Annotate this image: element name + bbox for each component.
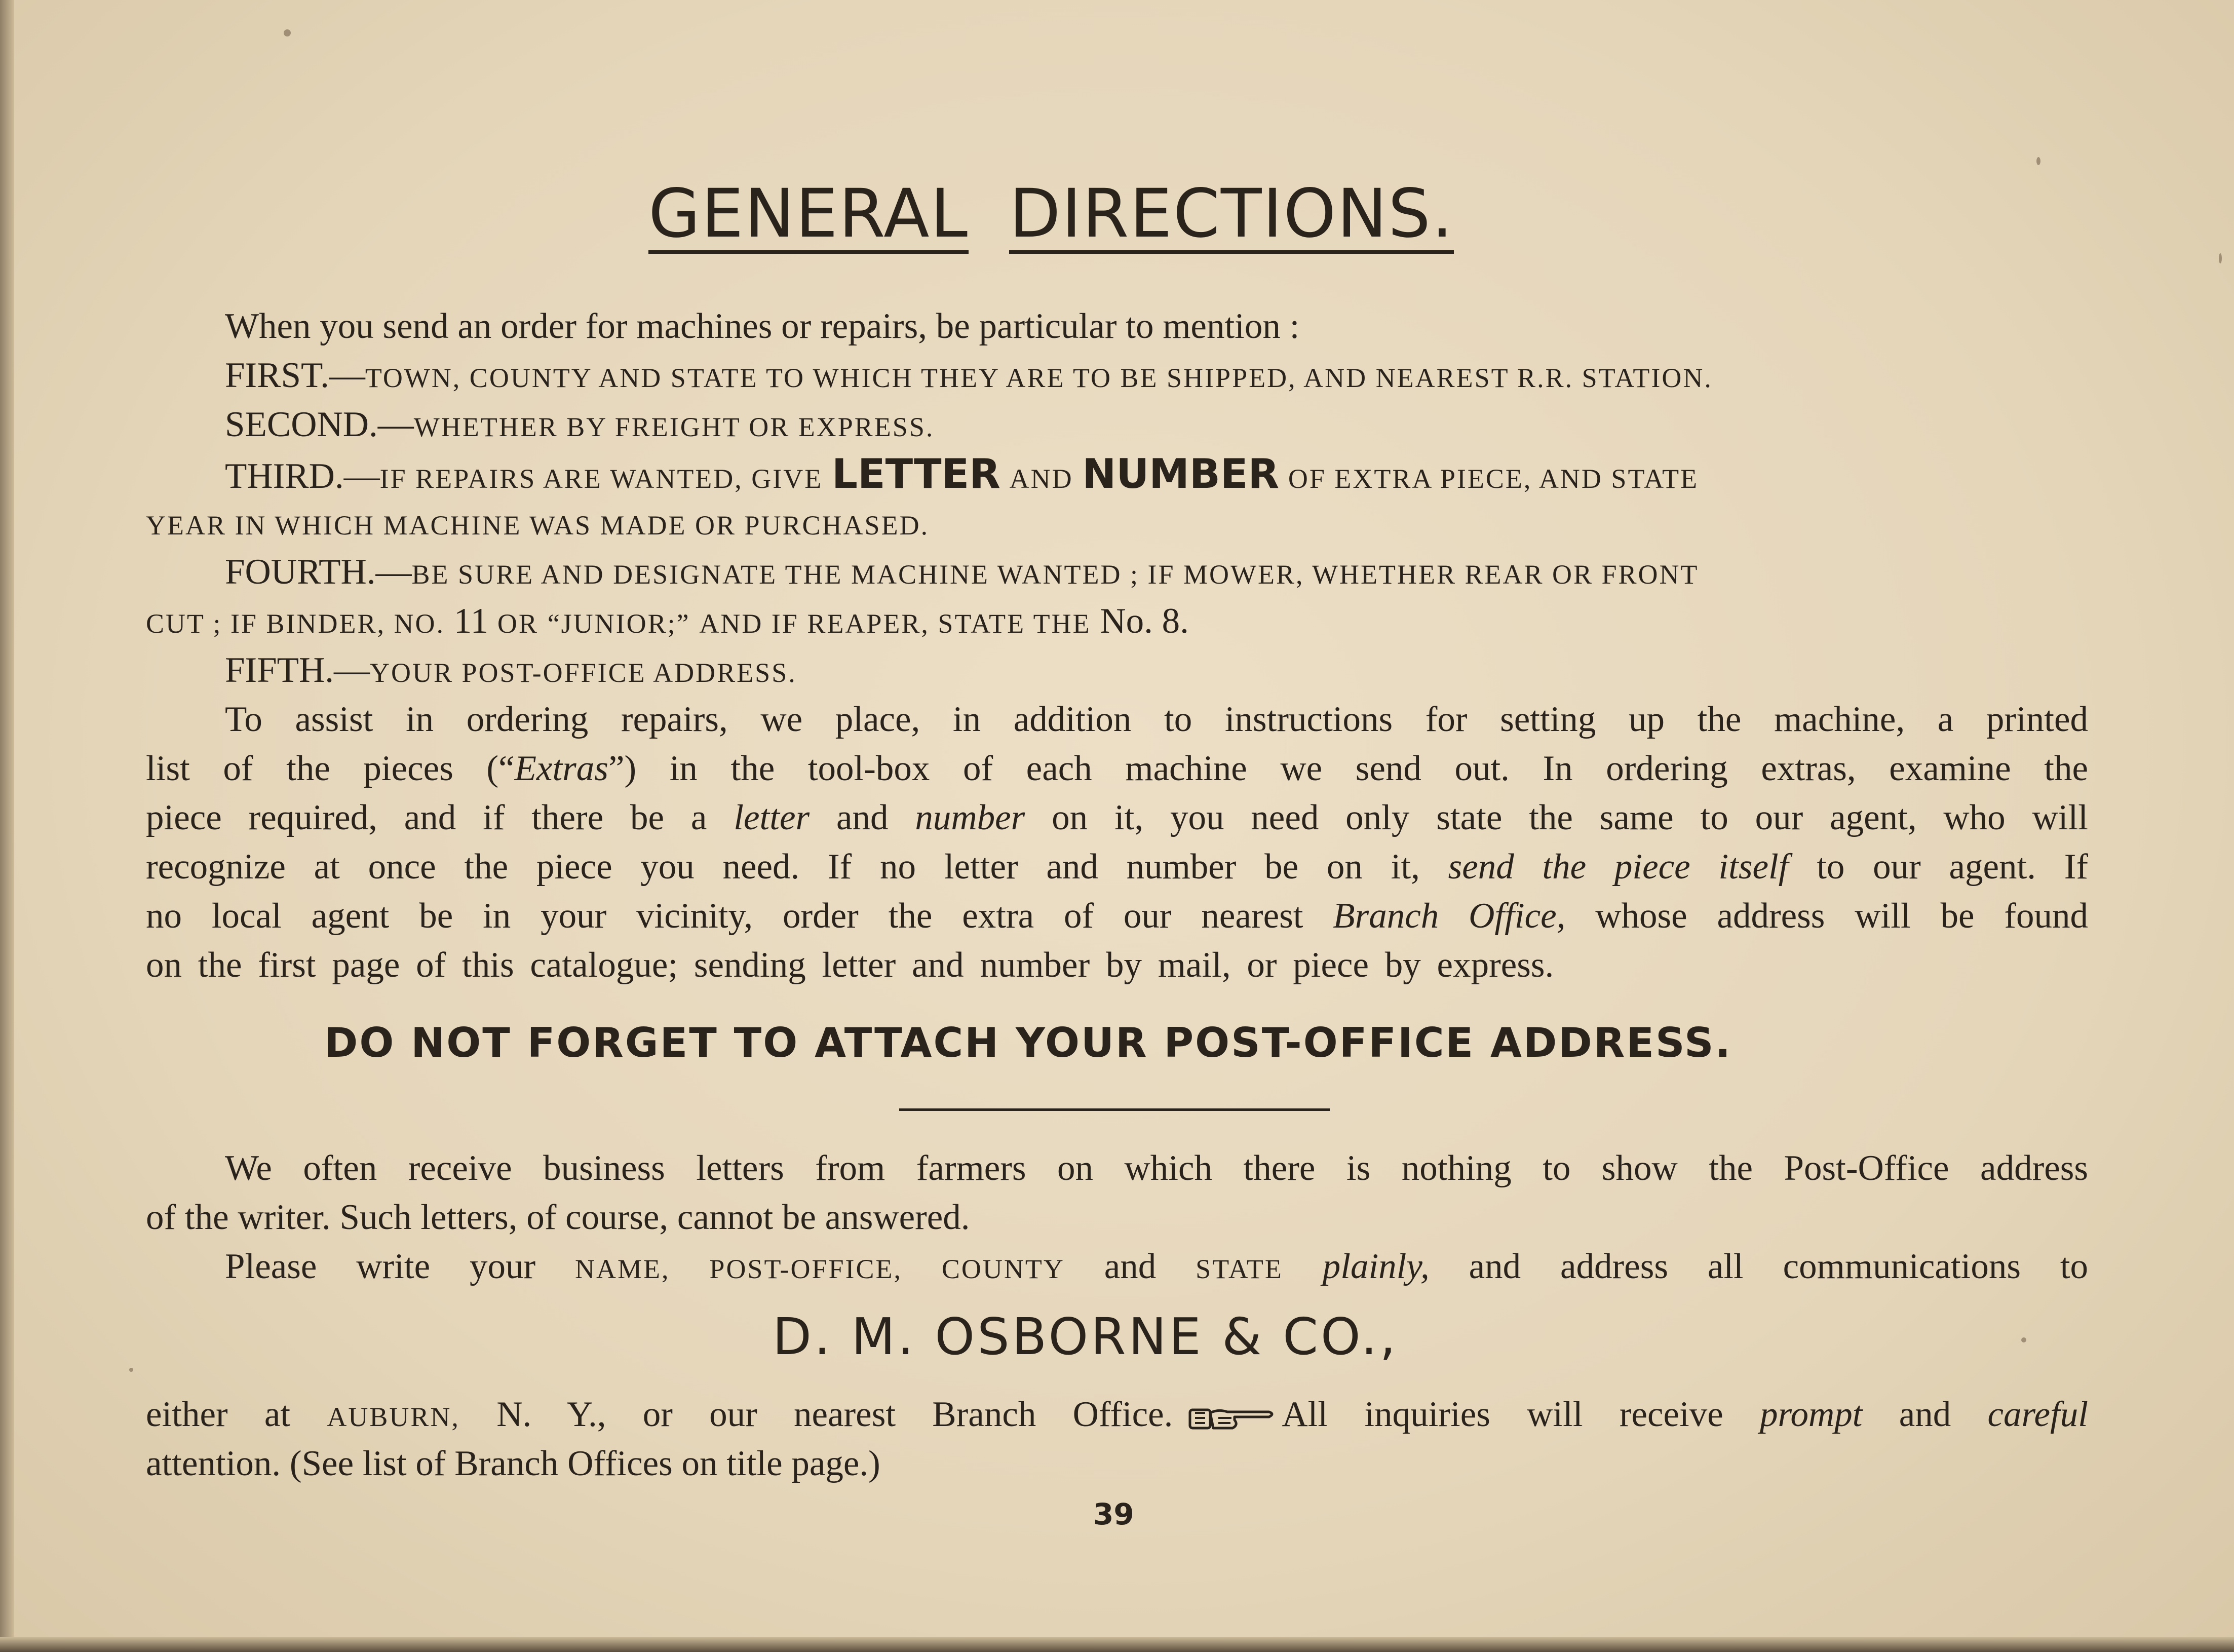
letter-italic: letter — [734, 798, 810, 837]
fourth-binder-number: 11 — [453, 601, 489, 641]
closing-text-1c: All inquiries will receive — [1282, 1395, 1723, 1434]
fourth-label: FOURTH.— — [225, 552, 412, 592]
address-line-3 — [146, 1242, 2088, 1291]
intro-text: When you send an order for machines or repairs, be particular to mention : — [225, 306, 1300, 346]
fourth-text-b2: OR — [497, 608, 538, 639]
branch-office-italic: Branch Office, — [1333, 896, 1566, 936]
page-spine-shadow — [0, 0, 14, 1652]
page-title — [648, 175, 1586, 254]
careful-italic: careful — [1987, 1395, 2088, 1434]
paper-speck — [2219, 253, 2222, 263]
fourth-direction — [146, 548, 2088, 597]
address-text-3b: and address all communications to — [1469, 1247, 2088, 1286]
address-line-2 — [146, 1193, 2088, 1242]
second-direction — [146, 400, 2088, 449]
send-piece-italic: send the piece itself — [1448, 847, 1789, 887]
third-text-b: OF EXTRA PIECE, AND STATE — [1288, 464, 1699, 494]
page-number: 39 — [1093, 1497, 1134, 1531]
number-italic: number — [915, 798, 1025, 837]
prompt-italic: prompt — [1760, 1395, 1863, 1434]
first-text: TOWN, COUNTY AND STATE TO WHICH THEY ARE TO BE SHIPPED, AND NEAREST R.R. STATION. — [365, 363, 1713, 393]
pointing-hand-icon — [1188, 1403, 1277, 1433]
closing-text-2: attention. (See list of Branch Offices on title page.) — [146, 1444, 880, 1483]
second-label: SECOND.— — [225, 405, 414, 444]
paper-speck — [2036, 157, 2040, 165]
address-text-2: of the writer. Such letters, of course, cannot be answered. — [146, 1198, 970, 1237]
address-text-3a: Please write your — [225, 1247, 536, 1286]
county-smallcaps: COUNTY — [941, 1254, 1065, 1284]
fifth-direction — [146, 646, 2088, 695]
third-number-word: NUMBER — [1082, 450, 1280, 497]
fifth-label: FIFTH.— — [225, 650, 370, 690]
fourth-text-b1: CUT ; IF BINDER, NO. — [146, 608, 445, 639]
fifth-text: YOUR POST-OFFICE ADDRESS. — [370, 658, 797, 688]
repairs-text-3a: piece required, and if there be a — [146, 798, 707, 837]
company-name: D. M. OSBORNE & CO., — [773, 1307, 1399, 1366]
address-text-1: We often receive business letters from farmers on which there is nothing to show the Post-Office address — [225, 1148, 2088, 1188]
third-and-word: AND — [1009, 464, 1073, 494]
paper-speck — [284, 29, 291, 36]
page-bottom-edge — [0, 1637, 2234, 1652]
paper-speck — [129, 1368, 133, 1372]
repairs-text-3c: and — [836, 798, 889, 837]
closing-and: and — [1899, 1395, 1951, 1434]
repairs-text-4a: recognize at once the piece you need. If no letter and number be on it, — [146, 847, 1420, 887]
title-word-directions: DIRECTIONS. — [1009, 175, 1454, 253]
repairs-paragraph-line-1 — [146, 695, 2088, 744]
repairs-text-1: To assist in ordering repairs, we place, in addition to instructions for setting up the machine, a printed — [225, 700, 2088, 739]
repairs-text-5a: no local agent be in your vicinity, order the extra of our nearest — [146, 896, 1303, 936]
repairs-text-2c: ”) in the tool-box of each machine we send out. In ordering extras, examine the — [608, 749, 2088, 788]
title-word-general: GENERAL — [648, 175, 969, 253]
first-label: FIRST.— — [225, 356, 365, 395]
repairs-paragraph-line-6 — [146, 941, 2088, 990]
extras-italic: Extras — [514, 749, 608, 788]
closing-text-1a: either at — [146, 1395, 291, 1434]
section-divider — [899, 1108, 1330, 1111]
post-office-smallcaps: POST-OFFICE, — [709, 1254, 903, 1284]
post-office-notice: DO NOT FORGET TO ATTACH YOUR POST-OFFICE ADDRESS. — [324, 1019, 1732, 1066]
address-paragraph — [146, 1144, 2088, 1291]
fourth-junior: “JUNIOR;” — [547, 608, 690, 639]
repairs-paragraph-line-3 — [146, 793, 2088, 842]
repairs-text-3e: on it, you need only state the same to our agent, who will — [1052, 798, 2088, 837]
third-letter-word: LETTER — [832, 450, 1000, 497]
third-direction — [146, 449, 2088, 498]
fourth-direction-cont — [146, 597, 2088, 646]
closing-text-1b: N. Y., or our nearest Branch Office. — [496, 1395, 1173, 1434]
name-smallcaps: NAME, — [575, 1254, 670, 1284]
auburn-smallcaps: AUBURN, — [327, 1402, 460, 1432]
third-direction-cont — [146, 498, 2088, 548]
intro-line — [146, 302, 2088, 351]
third-text-c: YEAR IN WHICH MACHINE WAS MADE OR PURCHASED. — [146, 510, 930, 541]
first-direction — [146, 351, 2088, 400]
repairs-paragraph-line-4 — [146, 842, 2088, 892]
closing-paragraph — [146, 1390, 2088, 1488]
third-label: THIRD.— — [225, 456, 380, 496]
paper-speck — [2021, 1337, 2026, 1342]
closing-line-2 — [146, 1439, 2088, 1488]
repairs-text-4c: to our agent. If — [1817, 847, 2088, 887]
repairs-paragraph-line-2 — [146, 744, 2088, 793]
fourth-reaper-number: No. 8. — [1100, 601, 1189, 641]
second-text: WHETHER BY FREIGHT OR EXPRESS. — [413, 412, 935, 442]
fourth-text-a: BE SURE AND DESIGNATE THE MACHINE WANTED ; IF MOWER, WHETHER REAR OR FRONT — [411, 559, 1699, 590]
address-and: and — [1104, 1247, 1157, 1286]
repairs-text-2a: list of the pieces (“ — [146, 749, 515, 788]
repairs-text-6: on the first page of this catalogue; sending letter and number by mail, or piece by express. — [146, 945, 1554, 985]
closing-line-1 — [146, 1390, 2088, 1439]
directions-body — [146, 302, 2088, 990]
repairs-text-5c: whose address will be found — [1595, 896, 2088, 936]
third-text-a: IF REPAIRS ARE WANTED, GIVE — [379, 464, 823, 494]
repairs-paragraph-line-5 — [146, 892, 2088, 941]
address-line-1 — [146, 1144, 2088, 1193]
plainly-italic: plainly, — [1322, 1247, 1430, 1286]
state-smallcaps: STATE — [1196, 1254, 1283, 1284]
fourth-text-b4: AND IF REAPER, STATE THE — [699, 608, 1091, 639]
